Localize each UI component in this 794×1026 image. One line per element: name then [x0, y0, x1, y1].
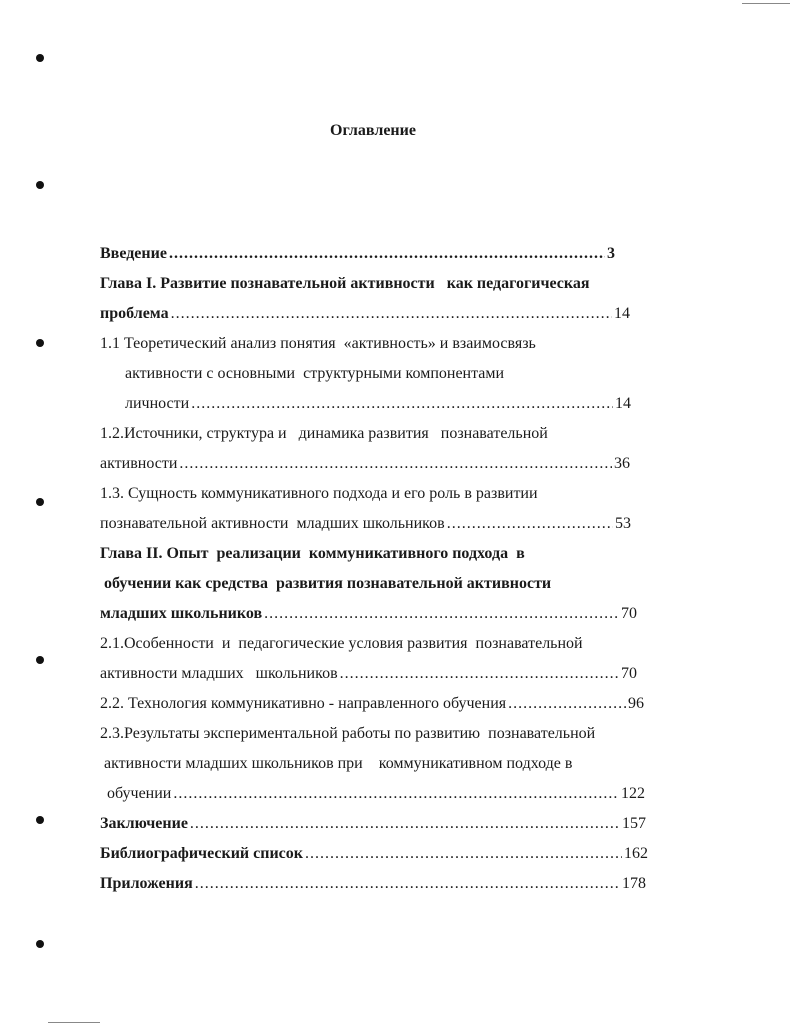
toc-leader-dots — [173, 784, 619, 804]
toc-entry[interactable] — [100, 694, 644, 714]
toc-page-number: 14 — [614, 305, 630, 322]
toc-entry[interactable] — [100, 544, 525, 564]
page-title: Оглавление — [330, 122, 416, 139]
toc-entry-title: личности — [125, 395, 190, 412]
toc-leader-dots — [169, 244, 605, 264]
punch-hole-mark — [36, 339, 44, 347]
toc-entry-title: Введение — [100, 245, 167, 262]
toc-page-number: 157 — [622, 815, 646, 832]
toc-leader-dots — [508, 694, 626, 714]
toc-entry[interactable] — [100, 604, 637, 624]
toc-entry[interactable] — [107, 784, 645, 804]
toc-entry-title: 2.3.Результаты экспериментальной работы по развитию познавательной — [100, 725, 596, 742]
toc-leader-dots — [305, 844, 622, 864]
toc-leader-dots — [340, 664, 619, 684]
toc-entry[interactable] — [100, 454, 630, 474]
toc-entry-title: 1.2.Источники, структура и динамика развития познавательной — [100, 425, 548, 442]
toc-entry-title: активности — [100, 455, 178, 472]
toc-entry-title: активности младших школьников — [100, 665, 338, 682]
toc-page-number: 70 — [621, 605, 637, 622]
toc-entry[interactable] — [100, 724, 595, 744]
toc-page-number: 36 — [614, 455, 630, 472]
scan-edge-mark — [742, 3, 790, 4]
toc-entry-title: 2.1.Особенности и педагогические условия развития познавательной — [100, 635, 583, 652]
toc-entry-title: познавательной активности младших школьников — [100, 515, 445, 532]
toc-entry-title: младших школьников — [100, 605, 263, 622]
toc-entry[interactable] — [100, 664, 637, 684]
punch-hole-mark — [36, 940, 44, 948]
toc-entry-title: активности младших школьников при коммуникативном подходе в — [104, 755, 573, 772]
toc-entry-title: проблема — [100, 305, 169, 322]
toc-entry[interactable] — [100, 244, 615, 264]
toc-entry-title: Заключение — [100, 815, 188, 832]
toc-entry-continuation — [104, 754, 572, 774]
toc-entry-continuation — [104, 574, 551, 594]
toc-page-number: 122 — [621, 785, 645, 802]
toc-entry[interactable] — [100, 634, 583, 654]
scan-edge-mark — [48, 1022, 100, 1023]
toc-entry-title: Библиографический список — [100, 845, 303, 862]
punch-hole-mark — [36, 181, 44, 189]
toc-leader-dots — [447, 514, 613, 534]
toc-entry[interactable] — [125, 394, 631, 414]
toc-entry-title: 2.2. Технология коммуникативно - направленного обучения — [100, 695, 507, 712]
toc-entry-continuation — [125, 364, 504, 384]
toc-entry[interactable] — [100, 304, 630, 324]
toc-leader-dots — [190, 814, 620, 834]
toc-entry[interactable] — [100, 484, 538, 504]
toc-entry[interactable] — [100, 874, 646, 894]
punch-hole-mark — [36, 498, 44, 506]
toc-leader-dots — [179, 454, 612, 474]
toc-entry-title: Глава II. Опыт реализации коммуникативного подхода в — [100, 545, 525, 562]
toc-entry[interactable] — [100, 424, 548, 444]
toc-page-number: 53 — [615, 515, 631, 532]
toc-leader-dots — [171, 304, 612, 324]
toc-leader-dots — [191, 394, 613, 414]
toc-entry-title: Глава I. Развитие познавательной активности как педагогическая — [100, 275, 590, 292]
toc-entry[interactable] — [100, 844, 648, 864]
toc-entry-title: обучении — [107, 785, 172, 802]
toc-entry[interactable] — [100, 514, 631, 534]
toc-entry-title: Приложения — [100, 875, 193, 892]
toc-entry[interactable] — [100, 334, 536, 354]
toc-entry[interactable] — [100, 814, 646, 834]
toc-page-number: 70 — [621, 665, 637, 682]
toc-leader-dots — [264, 604, 619, 624]
toc-entry-title: 1.3. Сущность коммуникативного подхода и его роль в развитии — [100, 485, 538, 502]
toc-entry-title: 1.1 Теоретический анализ понятия «активность» и взаимосвязь — [100, 335, 536, 352]
toc-page-number: 96 — [628, 695, 644, 712]
toc-page-number: 3 — [607, 245, 615, 262]
toc-page-number: 162 — [624, 845, 648, 862]
toc-page-number: 178 — [622, 875, 646, 892]
toc-page-number: 14 — [615, 395, 631, 412]
punch-hole-mark — [36, 54, 44, 62]
punch-hole-mark — [36, 816, 44, 824]
toc-leader-dots — [195, 874, 620, 894]
toc-entry-title: обучении как средства развития познавательной активности — [104, 575, 552, 592]
toc-entry-title: активности с основными структурными компонентами — [125, 365, 505, 382]
punch-hole-mark — [36, 656, 44, 664]
toc-entry[interactable] — [100, 274, 590, 294]
